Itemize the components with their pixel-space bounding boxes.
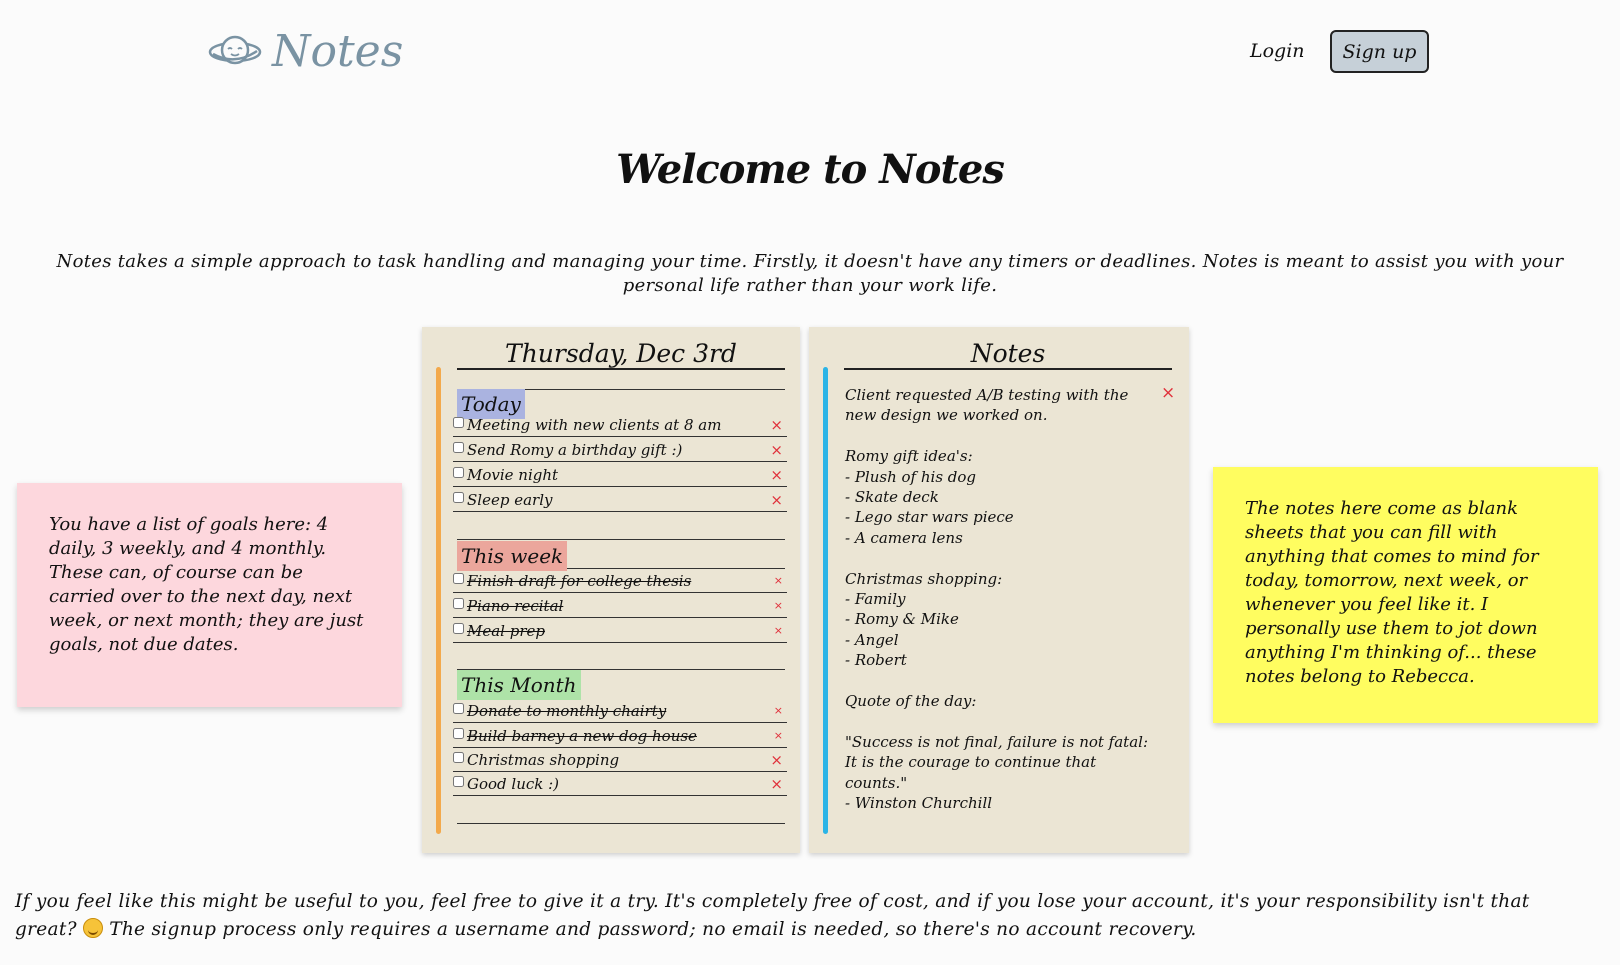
task-row — [453, 771, 787, 796]
task-row — [453, 723, 787, 748]
notes-panel — [809, 327, 1189, 853]
task-row — [453, 412, 787, 437]
signup-button[interactable]: Sign up — [1330, 30, 1429, 73]
task-checkbox[interactable] — [453, 492, 464, 503]
delete-icon[interactable]: × — [770, 751, 783, 769]
margin-bar — [823, 367, 828, 834]
task-label: Finish draft for college thesis — [467, 572, 692, 590]
task-label: Donate to monthly chairty — [467, 702, 667, 720]
task-checkbox[interactable] — [453, 752, 464, 763]
planner-panel — [422, 327, 800, 853]
section-week-label: This week — [457, 541, 567, 571]
footer-text-part1: If you feel like this might be useful to you, feel free to give it a try. It's completely free of cost, and if you lose your account, it's your responsibility isn't that great? — [15, 891, 1530, 940]
page-title: Welcome to Notes — [616, 146, 1004, 193]
task-row — [453, 593, 787, 618]
task-label: Meal prep — [467, 622, 545, 640]
login-link[interactable]: Login — [1250, 40, 1305, 62]
notes-title: Notes — [844, 339, 1172, 370]
delete-icon[interactable]: × — [773, 704, 783, 717]
section-month-label: This Month — [457, 670, 581, 700]
task-row — [453, 747, 787, 772]
notes-body[interactable]: Client requested A/B testing with the new design we worked on. Romy gift idea's: - Plush of his dog - Skate deck - Lego star wars piece - A camera lens Christmas shopping: - Family - Romy & Mike - Angel - Robert Quote of the day: "Success is not final, failure is not fatal: It is the courage to continue that counts." - Winston Churchill — [845, 386, 1149, 813]
delete-icon[interactable]: × — [773, 729, 783, 742]
rule-line — [457, 539, 785, 540]
logo-text: Notes — [272, 26, 404, 77]
task-label: Good luck :) — [467, 775, 560, 793]
task-checkbox[interactable] — [453, 623, 464, 634]
footer-text — [15, 888, 1595, 944]
sticky-note-goals: You have a list of goals here: 4 daily, 3 weekly, and 4 monthly. These can, of course can be carried over to the next day, next week, or next month; they are just goals, not due dates. — [17, 483, 402, 707]
delete-icon[interactable]: × — [773, 574, 783, 587]
task-row — [453, 462, 787, 487]
delete-icon[interactable]: × — [773, 599, 783, 612]
intro-text: Notes takes a simple approach to task handling and managing your time. Firstly, it doesn't have any timers or deadlines. Notes is meant to assist you with your personal life rather than your work life. — [56, 251, 1564, 296]
footer-text-part2: The signup process only requires a username and password; no email is needed, so there's no account recovery. — [109, 919, 1197, 940]
task-row — [453, 568, 787, 593]
delete-icon[interactable]: × — [770, 466, 783, 484]
task-row — [453, 698, 787, 723]
task-checkbox[interactable] — [453, 573, 464, 584]
sticky-note-notes: The notes here come as blank sheets that you can fill with anything that comes to mind for today, tomorrow, next week, or whenever you feel like it. I personally use them to jot down anything I'm thinking of... these notes belong to Rebecca. — [1213, 467, 1598, 723]
task-row — [453, 437, 787, 462]
delete-icon[interactable]: × — [770, 775, 783, 793]
margin-bar — [436, 367, 441, 834]
rule-line — [457, 823, 785, 824]
delete-icon[interactable]: × — [1161, 383, 1176, 403]
task-label: Meeting with new clients at 8 am — [467, 416, 722, 434]
smile-icon — [83, 918, 103, 938]
delete-icon[interactable]: × — [773, 624, 783, 637]
task-row — [453, 618, 787, 643]
planet-icon — [208, 32, 262, 72]
delete-icon[interactable]: × — [770, 491, 783, 509]
task-label: Send Romy a birthday gift :) — [467, 441, 683, 459]
task-row — [453, 487, 787, 512]
task-label: Piano recital — [467, 597, 564, 615]
logo[interactable] — [208, 26, 403, 77]
delete-icon[interactable]: × — [770, 441, 783, 459]
task-label: Sleep early — [467, 491, 553, 509]
task-checkbox[interactable] — [453, 703, 464, 714]
task-checkbox[interactable] — [453, 442, 464, 453]
task-label: Christmas shopping — [467, 751, 620, 769]
task-label: Movie night — [467, 466, 559, 484]
task-checkbox[interactable] — [453, 598, 464, 609]
section-today-label: Today — [457, 389, 525, 419]
planner-date: Thursday, Dec 3rd — [457, 339, 785, 370]
task-checkbox[interactable] — [453, 776, 464, 787]
task-checkbox[interactable] — [453, 467, 464, 478]
task-label: Build barney a new dog house — [467, 727, 697, 745]
task-checkbox[interactable] — [453, 728, 464, 739]
delete-icon[interactable]: × — [770, 416, 783, 434]
task-checkbox[interactable] — [453, 417, 464, 428]
